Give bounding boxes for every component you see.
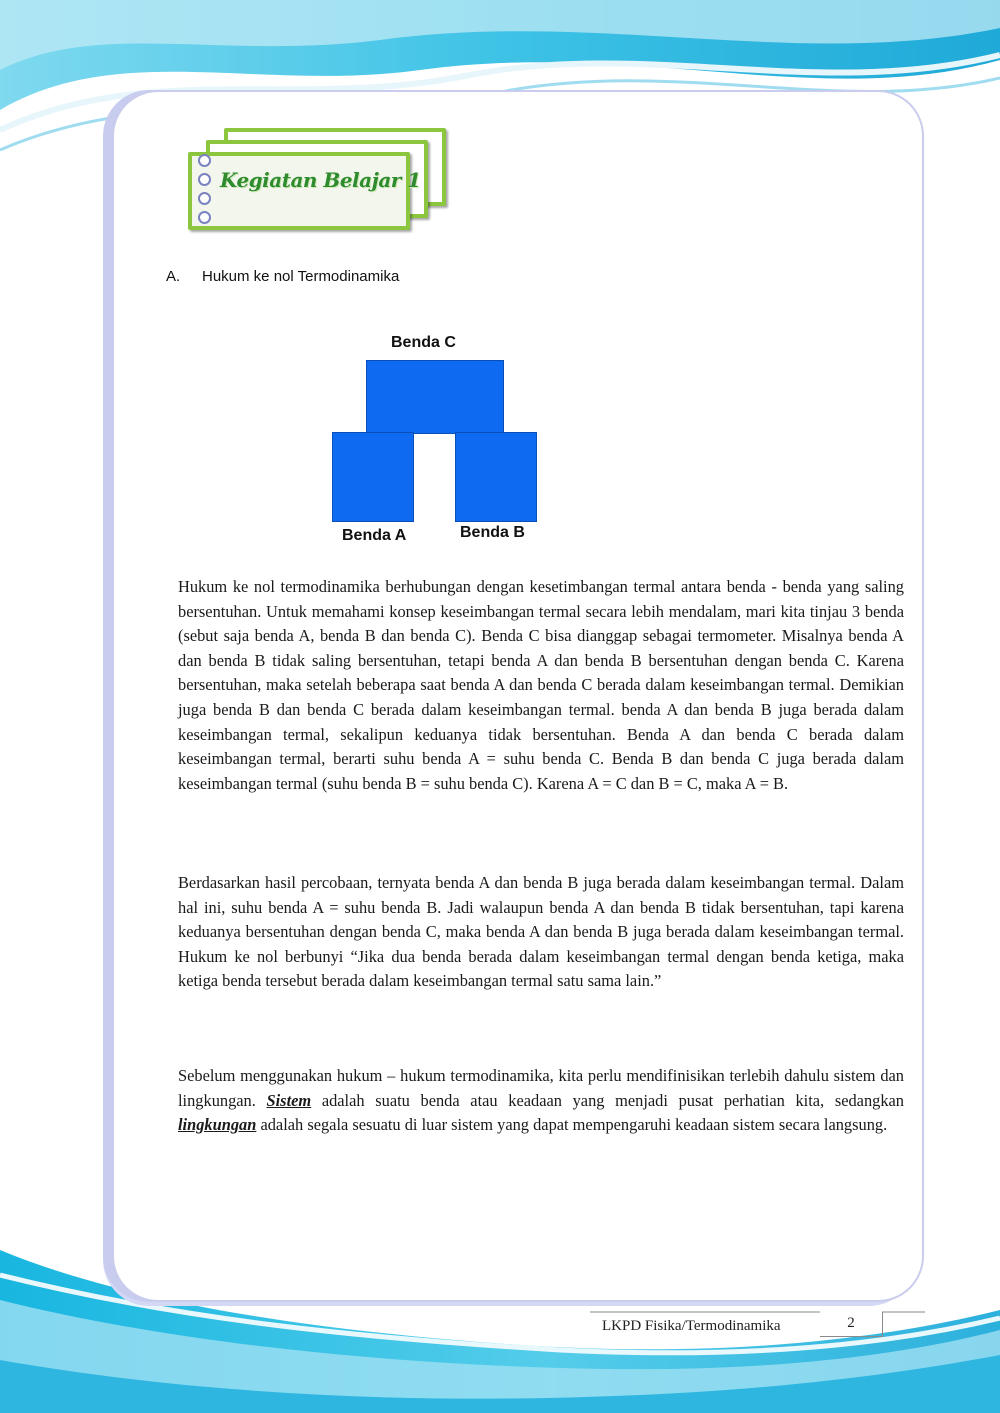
binder-rings-icon [198,154,211,230]
section-title: Hukum ke nol Termodinamika [202,268,400,285]
label-benda-c: Benda C [391,334,456,351]
label-benda-a: Benda A [342,527,407,544]
paragraph-3: Sebelum menggunakan hukum – hukum termodinamika, kita perlu mendifinisikan terlebih dahulu sistem dan lingkungan. Sistem adalah suatu benda atau keadaan yang menjadi pusat perhatian kita, sedangkan lingkungan adalah segala sesuatu di luar sistem yang dapat mempengaruhi keadaan sistem secara langsung. [178,1066,904,1135]
badge-title: Kegiatan Belajar 1 [220,168,421,192]
activity-badge [186,126,442,234]
page-number: 2 [820,1312,883,1337]
footer-title: LKPD Fisika/Termodinamika [602,1318,781,1334]
block-benda-b [455,432,537,522]
section-heading [166,268,399,285]
block-benda-c [366,360,504,434]
paragraph-2: Berdasarkan hasil percobaan, ternyata benda A dan benda B juga berada dalam keseimbangan termal. Dalam hal ini, suhu benda A = suhu benda B. Jadi walaupun benda A dan benda B tidak bersentuhan, tapi karena keduanya bersentuhan dengan benda C, maka benda A dan benda B juga berada dalam keseimbangan termal. Hukum ke nol berbunyi “Jika dua benda berada dalam keseimbangan termal dengan benda ketiga, maka ketiga benda tersebut berada dalam keseimbangan termal satu sama lain.” [178,873,904,991]
thermal-diagram [300,328,580,558]
term-sistem: Sistem [266,1090,312,1110]
label-benda-b: Benda B [460,524,525,541]
paragraph-1: Hukum ke nol termodinamika berhubungan dengan kesetimbangan termal antara benda - benda yang saling bersentuhan. Untuk memahami konsep keseimbangan termal secara lebih mendalam, mari kita tinjau 3 benda (sebut saja benda A, benda B dan benda C). Benda C bisa dianggap sebagai termometer. Misalnya benda A dan benda B tidak saling bersentuhan, tetapi benda A dan benda B bersentuhan dengan benda C. Karena bersentuhan, maka setelah beberapa saat benda A dan benda C berada dalam keseimbangan termal. Demikian juga benda B dan benda C berada dalam keseimbangan termal. benda A dan benda B juga berada dalam keseimbangan termal, sekalipun keduanya tidak bersentuhan. Benda A dan benda C berada dalam keseimbangan termal, berarti suhu benda A = suhu benda C. Benda B dan benda C juga berada dalam keseimbangan termal (suhu benda B = suhu benda C). Karena A = C dan B = C, maka A = B. [178,577,904,793]
term-lingkungan: lingkungan [178,1115,257,1135]
block-benda-a [332,432,414,522]
section-number: A. [166,268,181,285]
